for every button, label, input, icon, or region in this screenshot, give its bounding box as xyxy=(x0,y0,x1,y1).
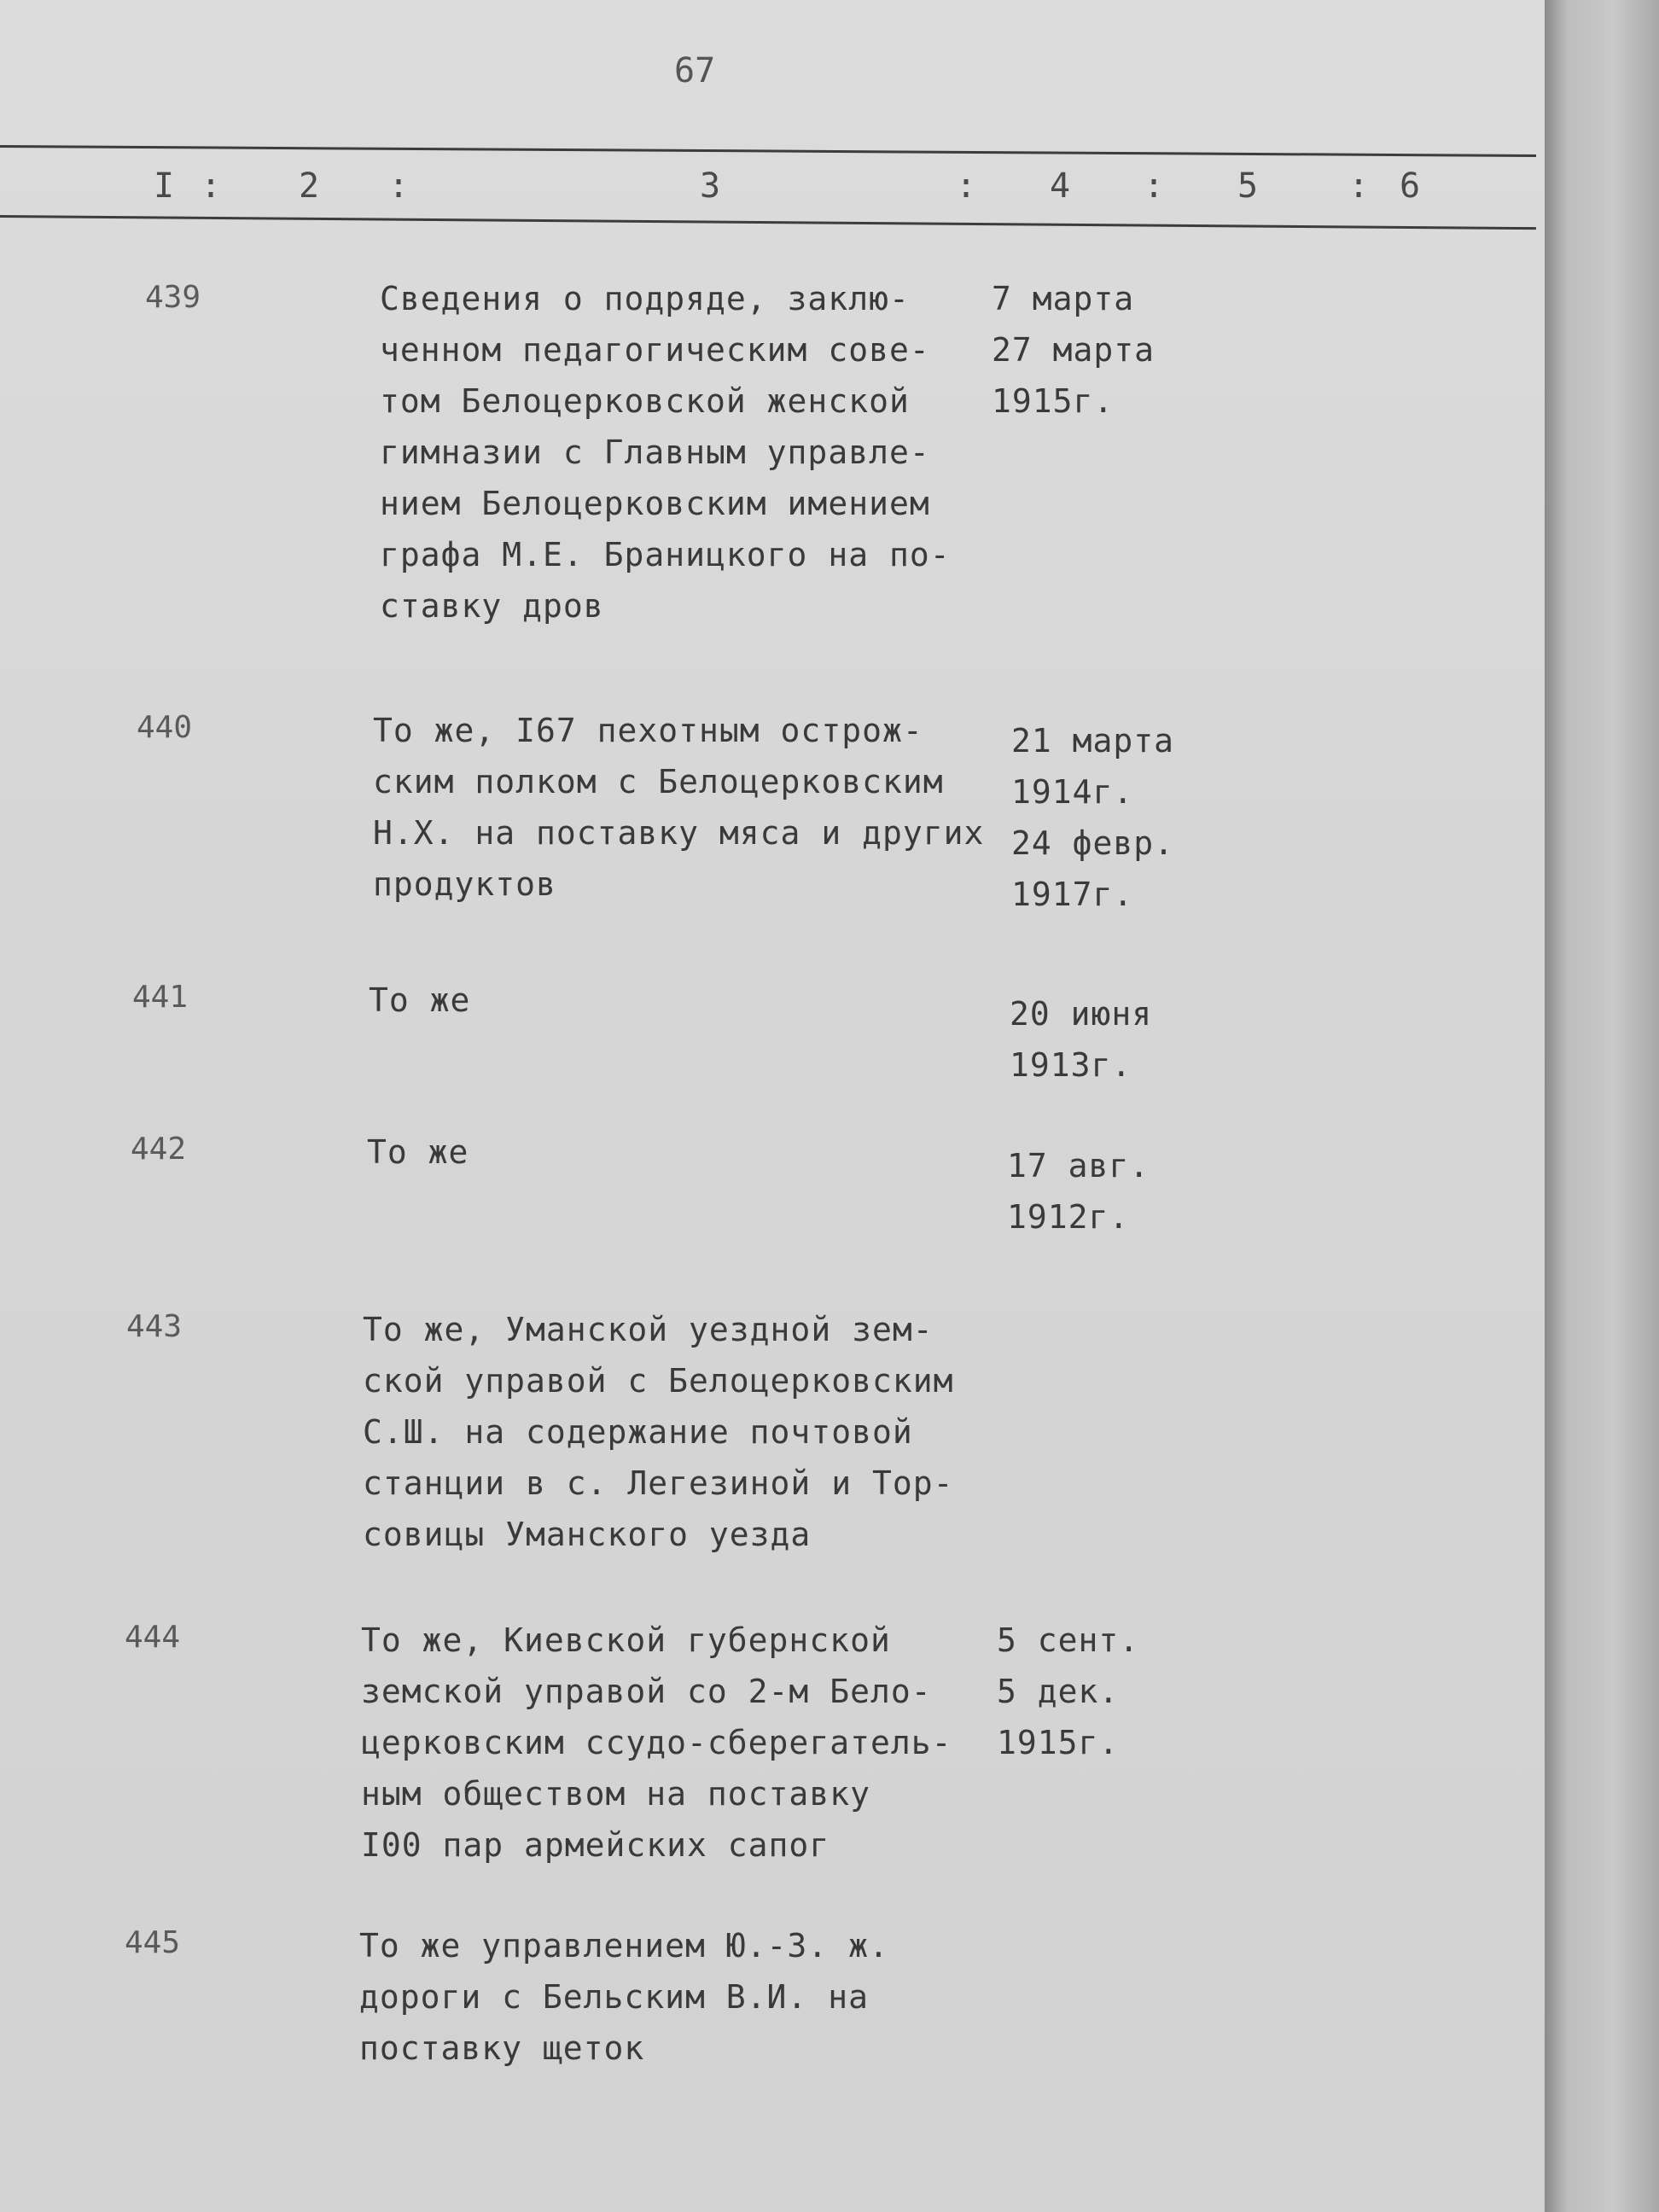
page-edge-background xyxy=(1545,0,1659,2212)
entry-dates: 20 июня 1913г. xyxy=(1010,995,1153,1084)
entry-dates: 21 марта 1914г. 24 февр. 1917г. xyxy=(1011,722,1175,913)
column-separator: : xyxy=(1144,166,1165,206)
entry-dates: 17 авг. 1912г. xyxy=(1007,1147,1150,1236)
column-separator: : xyxy=(201,166,222,206)
column-header-5: 5 xyxy=(1237,166,1259,206)
entry-number: 443 xyxy=(126,1309,183,1344)
column-separator: : xyxy=(388,166,410,206)
entry-description: То же, I67 пехотным острож- ским полком с Белоцерковским Н.Х. на поставку мяса и других продуктов xyxy=(373,712,985,903)
entry-dates: 7 марта 27 марта 1915г. xyxy=(992,280,1155,420)
entry-description: То же xyxy=(367,1133,469,1171)
table-header-top-rule xyxy=(0,145,1536,157)
column-separator: : xyxy=(956,166,977,206)
column-separator: : xyxy=(1348,166,1370,206)
column-header-3: 3 xyxy=(700,166,721,206)
entry-dates: 5 сент. 5 дек. 1915г. xyxy=(997,1621,1140,1761)
column-header-2: 2 xyxy=(299,166,320,206)
entry-number: 440 xyxy=(137,710,193,745)
entry-number: 441 xyxy=(132,980,189,1015)
entry-number: 439 xyxy=(145,280,201,315)
entry-description: То же, Уманской уездной зем- ской управой с Белоцерковским С.Ш. на содержание почтовой станции в с. Легезиной и Тор- совицы Уманского уезда xyxy=(363,1311,954,1553)
page-number: 67 xyxy=(674,51,716,90)
column-header-1: I xyxy=(154,166,175,206)
entry-description: То же, Киевской губернской земской управой со 2-м Бело- церковским ссудо-сберегатель- ным обществом на поставку I00 пар армейских сапог xyxy=(361,1621,952,1864)
column-headers xyxy=(0,166,1536,218)
entry-description: Сведения о подряде, заклю- ченном педагогическим сове- том Белоцерковской женской гимназии с Главным управле- нием Белоцерковским имением графа М.Е. Браницкого на по- ставку дров xyxy=(380,280,951,625)
entry-number: 444 xyxy=(125,1620,181,1655)
column-header-6: 6 xyxy=(1400,166,1421,206)
entry-number: 442 xyxy=(131,1132,187,1167)
entry-description: То же xyxy=(369,981,471,1019)
entry-description: То же управлением Ю.-З. ж. дороги с Бельским В.И. на поставку щеток xyxy=(359,1927,889,2067)
column-header-4: 4 xyxy=(1050,166,1071,206)
entry-number: 445 xyxy=(125,1925,181,1960)
